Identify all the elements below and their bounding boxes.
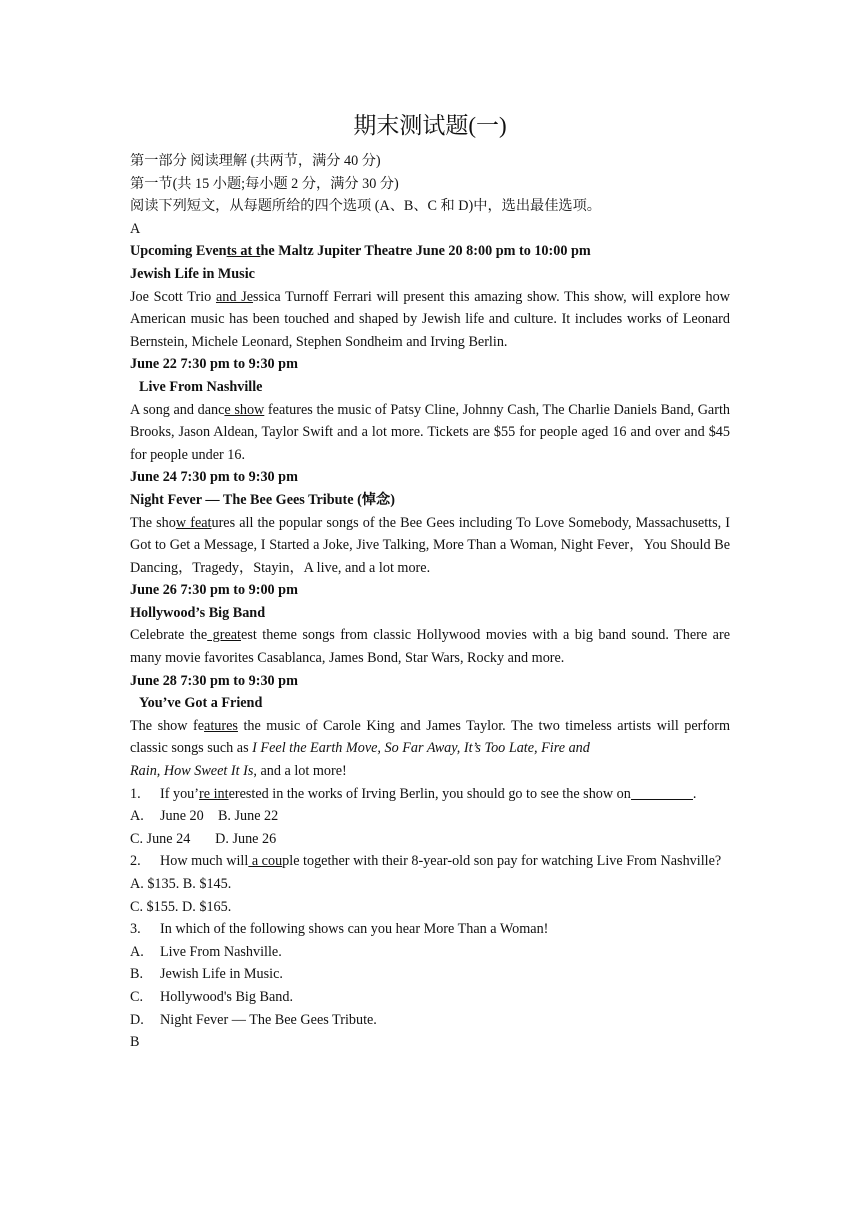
desc-underline: great — [207, 627, 242, 644]
document-body — [130, 150, 730, 1054]
option-a: June 20 — [160, 808, 204, 825]
event-description — [130, 286, 730, 354]
option-letter: B. — [130, 966, 144, 983]
intro-underline: ts at t — [226, 243, 261, 260]
option-letter: C. — [130, 988, 144, 1005]
song-list-italic: I Feel the Earth Move, So Far Away, It’s Too Late, Fire and — [252, 740, 590, 757]
passage-label-a: A — [130, 220, 141, 237]
desc-text: The show fe — [130, 717, 205, 734]
question-number: 1. — [130, 785, 141, 802]
event-time: June 22 7:30 pm to 9:30 pm — [130, 356, 298, 373]
events-intro — [130, 240, 730, 263]
q1-options-row-1 — [130, 805, 730, 828]
desc-text: Celebrate the — [130, 627, 208, 644]
question-text-rest: erested in the works of Irving Berlin, you should go to see the show on — [228, 785, 631, 802]
event-title: Live From Nashville — [139, 378, 263, 395]
passage-label-b: B — [130, 1034, 140, 1051]
option-text: Night Fever — The Bee Gees Tribute. — [160, 1011, 377, 1028]
question-text: In which of the following shows can you hear More Than a Woman! — [160, 921, 549, 938]
option-letter: D. — [130, 1011, 144, 1028]
desc-text-rest: ssica Turnoff Ferrari will present this amazing show. This show, will explore how American music has been touched and shaped by Jewish life and culture. It includes works of Leonard Bernstein, Michele Leonard, Stephen Sondheim and Irving Berlin. — [130, 288, 730, 350]
event-description — [130, 715, 730, 760]
question-underline: a cou — [248, 853, 283, 870]
option-text: Jewish Life in Music. — [160, 966, 283, 983]
question-text: If you’ — [160, 785, 200, 802]
option-b: B. June 22 — [217, 808, 279, 825]
event-title: Jewish Life in Music — [130, 265, 255, 282]
question-text: How much will — [160, 853, 249, 870]
option-letter: A. — [130, 808, 144, 825]
song-list-italic: Rain, How Sweet It Is — [130, 763, 254, 780]
part-heading: 第一部分 阅读理解 (共两节，满分 40 分) — [130, 153, 381, 169]
page-title: 期末测试题(一) — [353, 113, 507, 138]
question-1 — [130, 783, 730, 806]
desc-text-rest: ures all the popular songs of the Bee Gees including To Love Somebody, Massachusetts, I Got to Get a Message, I Started a Joke, Jive Talking, More Than a Woman, Night Fever，You Should Be Dancing，Tragedy，Stayin，A live, and a lot more. — [130, 514, 730, 576]
question-number: 3. — [130, 921, 141, 938]
desc-text: The sho — [130, 514, 176, 531]
event-time: June 28 7:30 pm to 9:30 pm — [130, 672, 298, 689]
question-underline: re int — [199, 785, 229, 802]
event-description — [130, 624, 730, 669]
event-time: June 24 7:30 pm to 9:30 pm — [130, 469, 298, 486]
desc-text-rest: the music of Carole King and James Taylor. The two timeless artists will perform classic songs such as — [130, 717, 730, 757]
answer-blank — [631, 785, 693, 800]
question-end: . — [692, 785, 697, 802]
question-2 — [130, 850, 730, 873]
event-title: Night Fever — The Bee Gees Tribute (悼念) — [130, 491, 395, 508]
desc-text: Joe Scott Trio — [130, 288, 216, 305]
option-letter: A. — [130, 943, 144, 960]
q2-options-row-2: C. $155. D. $165. — [130, 898, 232, 915]
desc-text-rest: features the music of Patsy Cline, Johnny Cash, The Charlie Daniels Band, Garth Brooks, Jason Aldean, Taylor Swift and a lot more. Tickets are $55 for people aged 16 and over and $45 for people under 16. — [130, 401, 730, 463]
option-text: Hollywood's Big Band. — [160, 988, 294, 1005]
intro-text-rest: he Maltz Jupiter Theatre June 20 8:00 pm to 10:00 pm — [260, 243, 591, 260]
event-title: Hollywood’s Big Band — [130, 604, 266, 621]
intro-text: Upcoming Even — [130, 243, 227, 260]
event-description — [130, 512, 730, 580]
question-text-rest: ple together with their 8-year-old son pay for watching Live From Nashville? — [282, 853, 722, 870]
section-heading: 第一节(共 15 小题;每小题 2 分，满分 30 分) — [130, 175, 399, 192]
option-c: C. June 24 — [130, 830, 191, 847]
event-description-cont — [130, 760, 730, 783]
desc-text-end: , and a lot more! — [253, 763, 347, 780]
event-description — [130, 399, 730, 467]
desc-text: A song and danc — [130, 401, 225, 418]
option-text: Live From Nashville. — [160, 943, 282, 960]
q1-options-row-2 — [130, 828, 730, 851]
instruction-text: 阅读下列短文，从每题所给的四个选项 (A、B、C 和 D)中，选出最佳选项。 — [130, 198, 601, 215]
desc-underline: w feat — [175, 514, 212, 531]
q3-option-c — [130, 986, 730, 1009]
desc-underline: atures — [204, 717, 238, 734]
desc-underline: e show — [224, 401, 265, 418]
q2-options-row-1: A. $135. B. $145. — [130, 876, 232, 892]
q3-option-b — [130, 963, 730, 986]
desc-underline: and Je — [215, 288, 254, 305]
event-time: June 26 7:30 pm to 9:00 pm — [130, 582, 298, 599]
question-3 — [130, 918, 730, 941]
desc-text-rest: est theme songs from classic Hollywood movies with a big band sound. There are many movie favorites Casablanca, James Bond, Star Wars, Rocky and more. — [130, 627, 731, 667]
q3-option-d — [130, 1009, 730, 1032]
option-d: D. June 26 — [215, 830, 277, 847]
question-number: 2. — [130, 853, 141, 870]
q3-option-a — [130, 941, 730, 964]
event-title: You’ve Got a Friend — [139, 695, 263, 712]
